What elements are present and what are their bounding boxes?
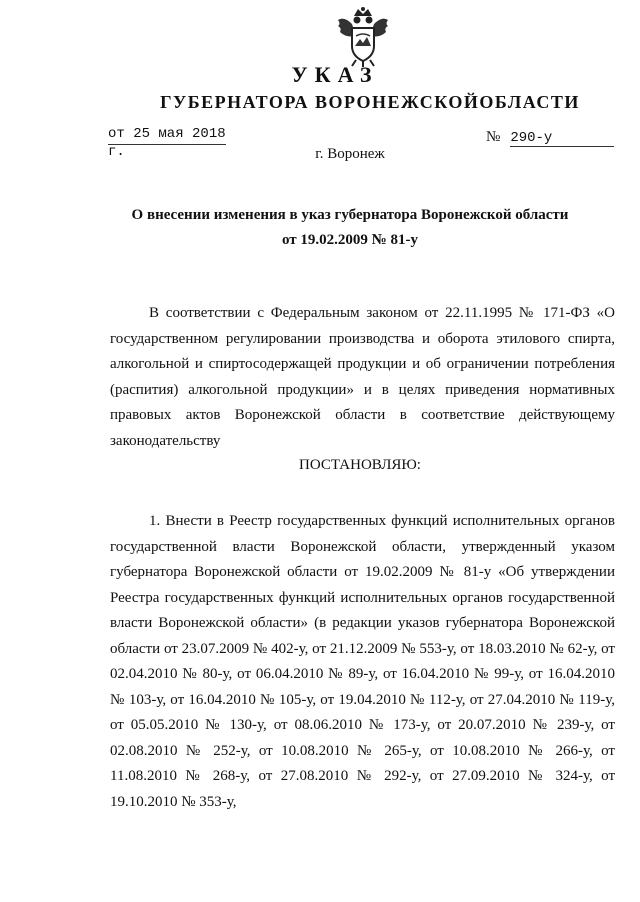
number-value: 290-у	[510, 130, 553, 146]
document-heading	[120, 203, 580, 253]
number-label: №	[486, 129, 501, 145]
date-underline	[108, 144, 226, 145]
decree-word: ПОСТАНОВЛЯЮ:	[299, 457, 421, 473]
document-number	[486, 128, 616, 146]
heading-line-2: от 19.02.2009 № 81-у	[282, 232, 418, 248]
heading-line-1: О внесении изменения в указ губернатора Воронежской области	[131, 207, 569, 223]
date-text: от 25 мая 2018 г.	[108, 126, 226, 160]
document-title: УКАЗ	[291, 62, 379, 87]
preamble-paragraph: В соответствии с Федеральным законом от 22.11.1995 № 171-ФЗ «О государственном регулировании производства и оборота этилового спирта, алкогольной и спиртосодержащей продукции и об ограничении потребления (распития) алкогольной продукции» и в целях приведения нормативных правовых актов Воронежской области в соответствие действующему законодательству	[110, 305, 615, 449]
item-1-paragraph: 1. Внести в Реестр государственных функций исполнительных органов государственной власти Воронежской области, утвержденный указом губернатора Воронежской области от 19.02.2009 № 81-у «Об утверждении Реестра государственных функций исполнительных органов государственной власти Воронежской области» (в редакции указов губернатора Воронежской области от 23.07.2009 № 402-у, от 21.12.2009 № 553-у, от 18.03.2010 № 62-у, от 02.04.2010 № 80-у, от 06.04.2010 № 89-у, от 16.04.2010 № 99-у, от 16.04.2010 № 103-у, от 16.04.2010 № 105-у, от 19.04.2010 № 112-у, от 27.04.2010 № 119-у, от 05.05.2010 № 130-у, от 08.06.2010 № 173-у, от 20.07.2010 № 239-у, от 02.08.2010 № 252-у, от 10.08.2010 № 265-у, от 10.08.2010 № 266-у, от 11.08.2010 № 268-у, от 27.08.2010 № 292-у, от 27.09.2010 № 324-у, от 19.10.2010 № 353-у,	[110, 513, 615, 810]
document-subtitle: ГУБЕРНАТОРА ВОРОНЕЖСКОЙОБЛАСТИ	[160, 92, 580, 112]
coat-of-arms-icon	[334, 6, 392, 68]
city-name: г. Воронеж	[315, 146, 385, 162]
